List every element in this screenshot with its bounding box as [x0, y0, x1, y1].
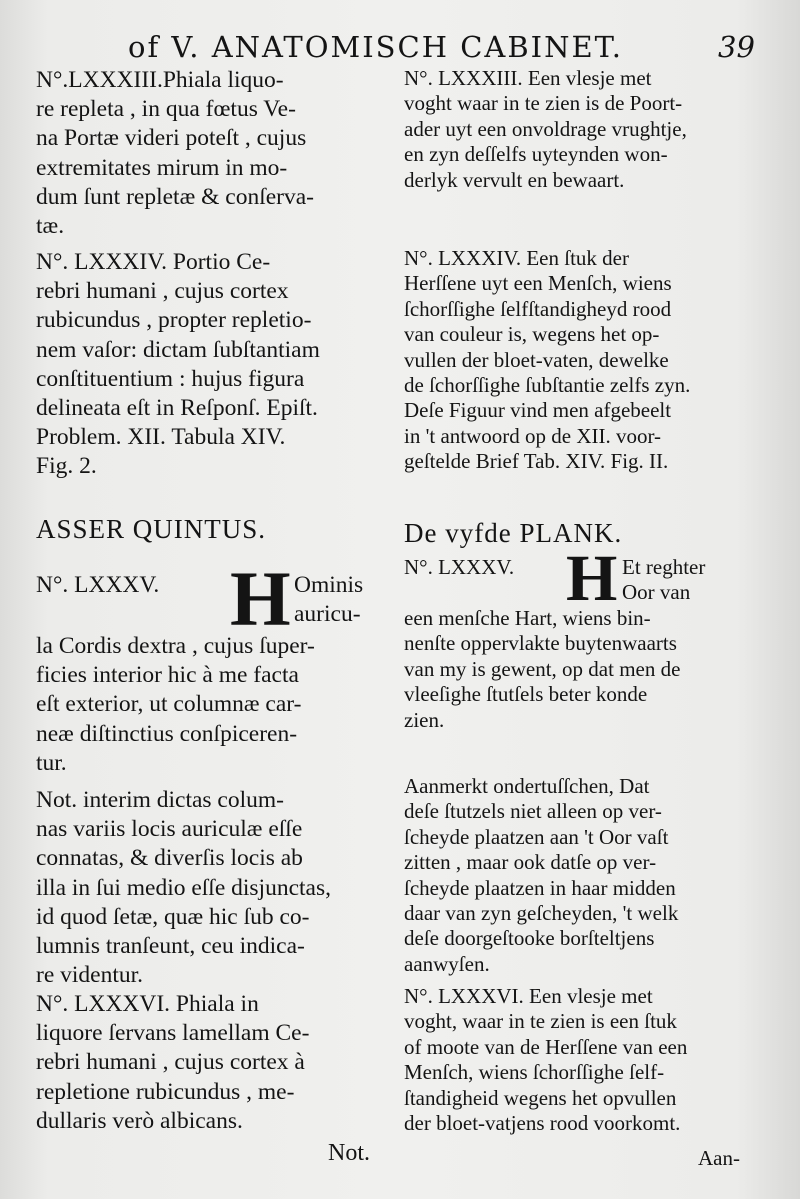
dutch-entry-83: N°. LXXXIII. Een vlesje met voght waar in te zien is de Poort- ader uyt een onvoldrage vrughtje, en zyn deſſelfs uyteynden won- derlyk vervult en bewaart.	[404, 66, 687, 192]
dutch-note: Aanmerkt ondertuſſchen, Dat deſe ſtutzels niet alleen op ver- ſcheyde plaatzen aan 't Oor vaſt zitten , maar ook datſe op ver- ſcheyde plaatzen in haar midden daar van zyn geſcheyden, 't welk deſe doorgeſtooke borſteltjens aanwyſen.	[404, 774, 679, 976]
dutch-entry-85-text: een menſche Hart, wiens bin- nenſte oppervlakte buytenwaarts van my is gewent, op dat men de vleeſighe ſtutſels beter konde zien.	[404, 606, 681, 732]
latin-entry-85-text: la Cordis dextra , cujus ſuper- ficies interior hic à me facta eſt exterior, ut columnæ car- neæ diſtinctius conſpiceren- tur.	[36, 633, 315, 776]
latin-entry-84: N°. LXXXIV. Portio Ce- rebri humani , cujus cortex rubicundus , propter repletio- nem vaſor: dictam ſubſtantiam conſtituentium : hujus figura delineata eſt in Reſponſ. Epiſt. Problem. XII. Tabula XIV. Fig. 2.	[36, 249, 320, 480]
latin-note: Not. interim dictas colum- nas variis locis auriculæ eſſe connatas, & diverſis locis ab illa in ſui medio eſſe disjunctas, id quod ſetæ, quæ hic ſub co- lumnis tranſeunt, ceu indica- re videntur.	[36, 787, 332, 989]
dutch-dropcap: H	[566, 542, 618, 615]
latin-catchword: Not.	[328, 1140, 370, 1166]
dutch-entry-85-number: N°. LXXXV.	[404, 555, 515, 579]
dutch-entry-85-opening	[404, 542, 752, 615]
dutch-catchword: Aan-	[698, 1146, 740, 1170]
dutch-section-heading: De vyfde PLANK.	[404, 518, 623, 548]
latin-entry-85-number: N°. LXXXV.	[36, 572, 160, 598]
dutch-entry-84: N°. LXXXIV. Een ſtuk der Herſſene uyt een Menſch, wiens ſchorſſighe ſelfſtandigheyd rood van couleur is, wegens het op- vullen der bloet-vaten, dewelke de ſchorſſighe ſubſtantie zelfs zyn. Deſe Figuur vind men afgebeelt in 't antwoord op de XII. voor- geſtelde Brief Tab. XIV. Fig. II.	[404, 246, 691, 474]
dutch-dropcap-side-text: Et reghter Oor van	[622, 555, 706, 604]
dutch-entry-86: N°. LXXXVI. Een vlesje met voght, waar in te zien is een ſtuk of moote van de Herſſene van een Menſch, wiens ſchorſſighe ſelf- ſtandigheid wegens het opvullen der bloet-vatjens rood voorkomt.	[404, 984, 688, 1136]
latin-section-heading: ASSER QUINTUS.	[36, 514, 267, 544]
latin-entry-83: N°.LXXXIII.Phiala liquo- re repleta , in qua fœtus Ve- na Portæ videri poteſt , cujus extremitates mirum in mo- dum ſunt repletæ & conſerva- tæ.	[36, 67, 315, 240]
page-number: 39	[718, 30, 755, 64]
latin-entry-85-opening	[36, 555, 388, 642]
page-header	[0, 26, 800, 66]
latin-entry-86: N°. LXXXVI. Phiala in liquore ſervans lamellam Ce- rebri humani , cujus cortex à repletione rubicundus , me- dullaris verò albicans.	[36, 991, 310, 1134]
running-title: of V. ANATOMISCH CABINET.	[128, 30, 623, 64]
latin-dropcap-side-text: Ominis auricu-	[294, 572, 364, 627]
latin-dropcap: H	[230, 555, 291, 642]
